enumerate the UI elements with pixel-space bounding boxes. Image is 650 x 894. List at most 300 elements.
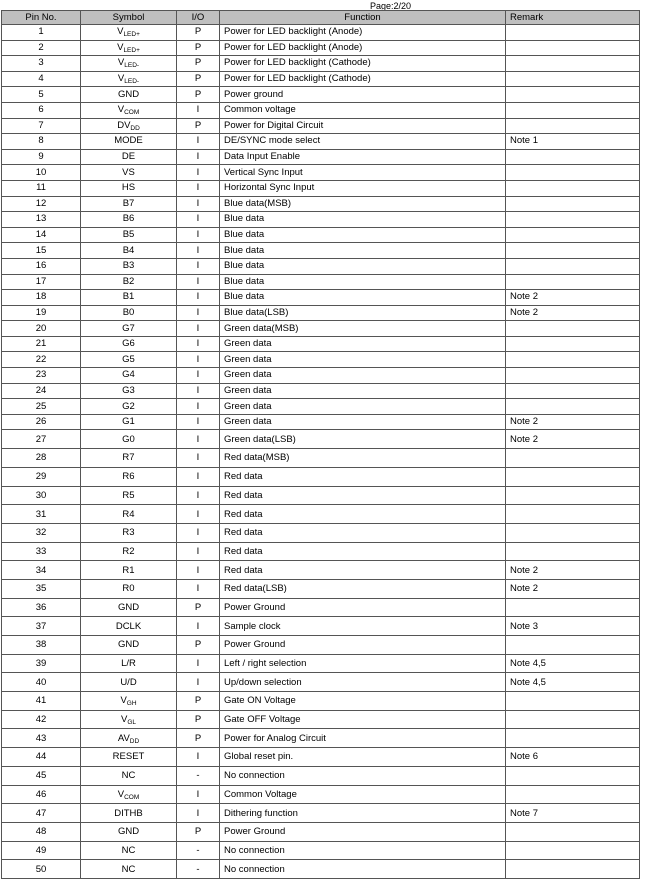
remark-cell: Note 2 xyxy=(506,414,640,430)
remark-cell: Note 4,5 xyxy=(506,673,640,692)
table-row xyxy=(2,785,640,804)
function-cell: Power for LED backlight (Cathode) xyxy=(220,71,506,87)
pin-number-cell: 5 xyxy=(2,87,81,103)
page-number: Page:2/20 xyxy=(370,1,412,11)
symbol-cell xyxy=(81,598,177,617)
pin-number-cell: 11 xyxy=(2,180,81,196)
function-cell: Power Ground xyxy=(220,636,506,655)
symbol-text: R7 xyxy=(122,452,135,464)
pin-number-cell: 31 xyxy=(2,505,81,524)
remark-cell xyxy=(506,383,640,399)
table-row xyxy=(2,505,640,524)
symbol-cell xyxy=(81,352,177,368)
symbol-cell xyxy=(81,785,177,804)
symbol-text: DV xyxy=(117,119,131,131)
table-row xyxy=(2,102,640,118)
pin-number-cell: 22 xyxy=(2,352,81,368)
io-cell: I xyxy=(177,212,220,228)
pin-number-cell: 27 xyxy=(2,430,81,449)
remark-cell xyxy=(506,636,640,655)
function-cell: Sample clock xyxy=(220,617,506,636)
function-cell: Power for Analog Circuit xyxy=(220,729,506,748)
function-cell: Green data(LSB) xyxy=(220,430,506,449)
symbol-text: V xyxy=(117,104,125,116)
pin-number-cell: 44 xyxy=(2,748,81,767)
table-row xyxy=(2,617,640,636)
remark-cell xyxy=(506,467,640,486)
pin-number-cell: 24 xyxy=(2,383,81,399)
pin-number-cell: 30 xyxy=(2,486,81,505)
table-row xyxy=(2,414,640,430)
symbol-cell xyxy=(81,149,177,165)
function-cell: Blue data(LSB) xyxy=(220,305,506,321)
symbol-text: B1 xyxy=(122,291,135,303)
symbol-cell xyxy=(81,636,177,655)
io-cell: I xyxy=(177,399,220,415)
symbol-cell xyxy=(81,729,177,748)
function-cell: Green data xyxy=(220,399,506,415)
remark-cell xyxy=(506,523,640,542)
symbol-cell xyxy=(81,118,177,134)
io-cell: I xyxy=(177,785,220,804)
symbol-cell xyxy=(81,258,177,274)
io-cell: I xyxy=(177,449,220,468)
symbol-cell xyxy=(81,617,177,636)
pin-number-cell: 50 xyxy=(2,860,81,879)
function-cell: Blue data(MSB) xyxy=(220,196,506,212)
symbol-cell xyxy=(81,467,177,486)
remark-cell xyxy=(506,118,640,134)
symbol-text: B4 xyxy=(122,244,135,256)
function-cell: No connection xyxy=(220,766,506,785)
io-cell: I xyxy=(177,523,220,542)
symbol-text: HS xyxy=(121,182,136,194)
symbol-cell xyxy=(81,87,177,103)
function-cell: Green data xyxy=(220,414,506,430)
header-function: Function xyxy=(220,11,506,25)
symbol-text: AV xyxy=(117,732,130,744)
remark-cell xyxy=(506,399,640,415)
function-cell: Red data(MSB) xyxy=(220,449,506,468)
io-cell: P xyxy=(177,87,220,103)
header-pin-no: Pin No. xyxy=(2,11,81,25)
io-cell: I xyxy=(177,149,220,165)
remark-cell xyxy=(506,180,640,196)
symbol-cell xyxy=(81,56,177,72)
symbol-subscript: COM xyxy=(124,109,140,117)
function-cell: Red data xyxy=(220,486,506,505)
pin-number-cell: 23 xyxy=(2,368,81,384)
remark-cell: Note 7 xyxy=(506,804,640,823)
pin-number-cell: 48 xyxy=(2,822,81,841)
function-cell: Blue data xyxy=(220,290,506,306)
symbol-cell xyxy=(81,102,177,118)
symbol-cell xyxy=(81,430,177,449)
io-cell: P xyxy=(177,822,220,841)
pin-number-cell: 34 xyxy=(2,561,81,580)
symbol-text: G6 xyxy=(122,338,135,350)
symbol-cell xyxy=(81,710,177,729)
symbol-text: R5 xyxy=(122,489,135,501)
table-row xyxy=(2,467,640,486)
function-cell: Common Voltage xyxy=(220,785,506,804)
table-row xyxy=(2,368,640,384)
io-cell: I xyxy=(177,579,220,598)
table-row xyxy=(2,25,640,41)
function-cell: Global reset pin. xyxy=(220,748,506,767)
function-cell: Common voltage xyxy=(220,102,506,118)
pin-number-cell: 16 xyxy=(2,258,81,274)
io-cell: I xyxy=(177,430,220,449)
table-row xyxy=(2,134,640,150)
symbol-cell xyxy=(81,180,177,196)
symbol-cell xyxy=(81,212,177,228)
symbol-text: G2 xyxy=(122,400,135,412)
symbol-cell xyxy=(81,134,177,150)
pin-number-cell: 38 xyxy=(2,636,81,655)
table-row xyxy=(2,673,640,692)
symbol-text: B3 xyxy=(122,260,135,272)
pin-number-cell: 12 xyxy=(2,196,81,212)
remark-cell xyxy=(506,274,640,290)
table-row xyxy=(2,56,640,72)
remark-cell xyxy=(506,710,640,729)
remark-cell xyxy=(506,785,640,804)
symbol-text: V xyxy=(117,788,125,800)
header-symbol: Symbol xyxy=(81,11,177,25)
function-cell: Left / right selection xyxy=(220,654,506,673)
symbol-text: U/D xyxy=(120,676,137,688)
remark-cell xyxy=(506,321,640,337)
pin-number-cell: 14 xyxy=(2,227,81,243)
function-cell: Power for LED backlight (Anode) xyxy=(220,40,506,56)
symbol-text: L/R xyxy=(121,658,136,670)
remark-cell: Note 2 xyxy=(506,561,640,580)
symbol-cell xyxy=(81,561,177,580)
function-cell: Gate ON Voltage xyxy=(220,692,506,711)
function-cell: Green data xyxy=(220,383,506,399)
table-row xyxy=(2,71,640,87)
function-cell: Red data xyxy=(220,523,506,542)
symbol-cell xyxy=(81,243,177,259)
symbol-cell xyxy=(81,766,177,785)
function-cell: Data Input Enable xyxy=(220,149,506,165)
io-cell: P xyxy=(177,40,220,56)
table-row xyxy=(2,486,640,505)
symbol-text: R6 xyxy=(122,471,135,483)
table-row xyxy=(2,636,640,655)
symbol-text: RESET xyxy=(112,751,145,763)
io-cell: P xyxy=(177,636,220,655)
pin-number-cell: 39 xyxy=(2,654,81,673)
symbol-text: G4 xyxy=(122,369,135,381)
io-cell: I xyxy=(177,102,220,118)
pin-number-cell: 35 xyxy=(2,579,81,598)
symbol-text: DITHB xyxy=(114,807,143,819)
pin-number-cell: 26 xyxy=(2,414,81,430)
symbol-text: V xyxy=(120,695,127,707)
remark-cell xyxy=(506,729,640,748)
header-io: I/O xyxy=(177,11,220,25)
io-cell: P xyxy=(177,710,220,729)
symbol-text: B2 xyxy=(122,275,135,287)
io-cell: P xyxy=(177,71,220,87)
pin-number-cell: 29 xyxy=(2,467,81,486)
symbol-subscript: LED- xyxy=(124,78,140,86)
symbol-cell xyxy=(81,449,177,468)
table-row xyxy=(2,729,640,748)
function-cell: No connection xyxy=(220,860,506,879)
remark-cell xyxy=(506,449,640,468)
table-row xyxy=(2,196,640,212)
pin-number-cell: 42 xyxy=(2,710,81,729)
symbol-text: DCLK xyxy=(115,620,142,632)
table-row xyxy=(2,766,640,785)
pin-assignment-table xyxy=(1,10,640,879)
symbol-text: V xyxy=(117,73,125,85)
table-row xyxy=(2,336,640,352)
function-cell: DE/SYNC mode select xyxy=(220,134,506,150)
function-cell: Blue data xyxy=(220,258,506,274)
symbol-text: R0 xyxy=(122,583,135,595)
symbol-cell xyxy=(81,486,177,505)
remark-cell xyxy=(506,766,640,785)
symbol-cell xyxy=(81,542,177,561)
symbol-cell xyxy=(81,399,177,415)
symbol-cell xyxy=(81,165,177,181)
symbol-subscript: GL xyxy=(127,719,136,727)
table-row xyxy=(2,430,640,449)
function-cell: Power for LED backlight (Cathode) xyxy=(220,56,506,72)
function-cell: Blue data xyxy=(220,274,506,290)
symbol-cell xyxy=(81,196,177,212)
io-cell: I xyxy=(177,654,220,673)
table-row xyxy=(2,710,640,729)
pin-number-cell: 33 xyxy=(2,542,81,561)
remark-cell xyxy=(506,196,640,212)
remark-cell xyxy=(506,505,640,524)
symbol-text: V xyxy=(120,714,128,726)
remark-cell: Note 1 xyxy=(506,134,640,150)
table-row xyxy=(2,449,640,468)
pin-number-cell: 37 xyxy=(2,617,81,636)
io-cell: I xyxy=(177,321,220,337)
function-cell: Horizontal Sync Input xyxy=(220,180,506,196)
symbol-cell xyxy=(81,305,177,321)
remark-cell xyxy=(506,542,640,561)
io-cell: I xyxy=(177,748,220,767)
remark-cell: Note 6 xyxy=(506,748,640,767)
function-cell: Dithering function xyxy=(220,804,506,823)
remark-cell xyxy=(506,165,640,181)
table-row xyxy=(2,561,640,580)
table-row xyxy=(2,227,640,243)
remark-cell: Note 2 xyxy=(506,305,640,321)
table-row xyxy=(2,352,640,368)
symbol-cell xyxy=(81,505,177,524)
io-cell: I xyxy=(177,561,220,580)
symbol-cell xyxy=(81,227,177,243)
io-cell: I xyxy=(177,336,220,352)
remark-cell: Note 4,5 xyxy=(506,654,640,673)
function-cell: Red data xyxy=(220,505,506,524)
table-row xyxy=(2,258,640,274)
pin-number-cell: 8 xyxy=(2,134,81,150)
symbol-text: V xyxy=(117,41,124,53)
symbol-text: B6 xyxy=(122,213,135,225)
remark-cell: Note 3 xyxy=(506,617,640,636)
function-cell: No connection xyxy=(220,841,506,860)
pin-number-cell: 49 xyxy=(2,841,81,860)
function-cell: Red data xyxy=(220,542,506,561)
io-cell: - xyxy=(177,841,220,860)
pin-number-cell: 1 xyxy=(2,25,81,41)
symbol-cell xyxy=(81,40,177,56)
remark-cell xyxy=(506,102,640,118)
symbol-subscript: DD xyxy=(130,124,140,132)
symbol-cell xyxy=(81,25,177,41)
remark-cell xyxy=(506,25,640,41)
remark-cell xyxy=(506,822,640,841)
table-row xyxy=(2,822,640,841)
function-cell: Green data xyxy=(220,336,506,352)
table-row xyxy=(2,748,640,767)
symbol-text: G7 xyxy=(122,322,135,334)
symbol-cell xyxy=(81,71,177,87)
symbol-subscript: LED+ xyxy=(123,31,140,39)
io-cell: I xyxy=(177,290,220,306)
symbol-cell xyxy=(81,523,177,542)
table-row xyxy=(2,118,640,134)
function-cell: Red data(LSB) xyxy=(220,579,506,598)
symbol-cell xyxy=(81,383,177,399)
table-row xyxy=(2,399,640,415)
function-cell: Blue data xyxy=(220,243,506,259)
function-cell: Power for LED backlight (Anode) xyxy=(220,25,506,41)
pin-number-cell: 17 xyxy=(2,274,81,290)
pin-number-cell: 28 xyxy=(2,449,81,468)
pin-number-cell: 15 xyxy=(2,243,81,259)
pin-number-cell: 19 xyxy=(2,305,81,321)
symbol-text: V xyxy=(117,26,124,38)
io-cell: I xyxy=(177,258,220,274)
pin-number-cell: 46 xyxy=(2,785,81,804)
pin-number-cell: 4 xyxy=(2,71,81,87)
symbol-subscript: LED+ xyxy=(123,46,140,54)
symbol-cell xyxy=(81,804,177,823)
io-cell: I xyxy=(177,505,220,524)
symbol-text: MODE xyxy=(114,135,143,147)
remark-cell xyxy=(506,227,640,243)
symbol-cell xyxy=(81,368,177,384)
table-row xyxy=(2,860,640,879)
table-row xyxy=(2,841,640,860)
table-row xyxy=(2,804,640,823)
io-cell: I xyxy=(177,180,220,196)
remark-cell xyxy=(506,336,640,352)
table-row xyxy=(2,383,640,399)
table-row xyxy=(2,87,640,103)
table-row xyxy=(2,180,640,196)
symbol-text: NC xyxy=(121,770,136,782)
io-cell: I xyxy=(177,383,220,399)
pin-number-cell: 6 xyxy=(2,102,81,118)
pin-number-cell: 9 xyxy=(2,149,81,165)
io-cell: I xyxy=(177,243,220,259)
table-row xyxy=(2,321,640,337)
io-cell: I xyxy=(177,134,220,150)
function-cell: Red data xyxy=(220,561,506,580)
io-cell: I xyxy=(177,305,220,321)
symbol-cell xyxy=(81,822,177,841)
remark-cell xyxy=(506,486,640,505)
pin-number-cell: 13 xyxy=(2,212,81,228)
pin-number-cell: 7 xyxy=(2,118,81,134)
io-cell: I xyxy=(177,352,220,368)
remark-cell xyxy=(506,692,640,711)
table-row xyxy=(2,598,640,617)
pin-number-cell: 2 xyxy=(2,40,81,56)
pin-number-cell: 25 xyxy=(2,399,81,415)
remark-cell xyxy=(506,368,640,384)
symbol-text: V xyxy=(117,57,125,69)
table-row xyxy=(2,305,640,321)
io-cell: I xyxy=(177,542,220,561)
table-row xyxy=(2,243,640,259)
pin-number-cell: 10 xyxy=(2,165,81,181)
symbol-text: GND xyxy=(117,601,140,613)
table-row xyxy=(2,212,640,228)
remark-cell xyxy=(506,352,640,368)
table-row xyxy=(2,692,640,711)
symbol-cell xyxy=(81,274,177,290)
symbol-cell xyxy=(81,414,177,430)
remark-cell: Note 2 xyxy=(506,430,640,449)
io-cell: I xyxy=(177,804,220,823)
io-cell: I xyxy=(177,617,220,636)
io-cell: I xyxy=(177,467,220,486)
function-cell: Power Ground xyxy=(220,822,506,841)
io-cell: P xyxy=(177,25,220,41)
pin-number-cell: 41 xyxy=(2,692,81,711)
function-cell: Vertical Sync Input xyxy=(220,165,506,181)
symbol-text: B5 xyxy=(122,229,135,241)
table-row xyxy=(2,523,640,542)
symbol-subscript: COM xyxy=(124,793,140,801)
symbol-cell xyxy=(81,673,177,692)
pin-number-cell: 21 xyxy=(2,336,81,352)
pin-number-cell: 45 xyxy=(2,766,81,785)
symbol-cell xyxy=(81,336,177,352)
header-remark: Remark xyxy=(506,11,640,25)
symbol-text: G5 xyxy=(122,353,135,365)
io-cell: - xyxy=(177,860,220,879)
io-cell: I xyxy=(177,486,220,505)
function-cell: Up/down selection xyxy=(220,673,506,692)
symbol-text: R1 xyxy=(122,564,135,576)
io-cell: I xyxy=(177,196,220,212)
table-header-row xyxy=(2,11,640,25)
symbol-subscript: LED- xyxy=(124,62,140,70)
function-cell: Power for Digital Circuit xyxy=(220,118,506,134)
function-cell: Red data xyxy=(220,467,506,486)
pin-number-cell: 40 xyxy=(2,673,81,692)
table-body xyxy=(2,25,640,879)
table-row xyxy=(2,579,640,598)
remark-cell xyxy=(506,56,640,72)
remark-cell xyxy=(506,71,640,87)
io-cell: P xyxy=(177,56,220,72)
